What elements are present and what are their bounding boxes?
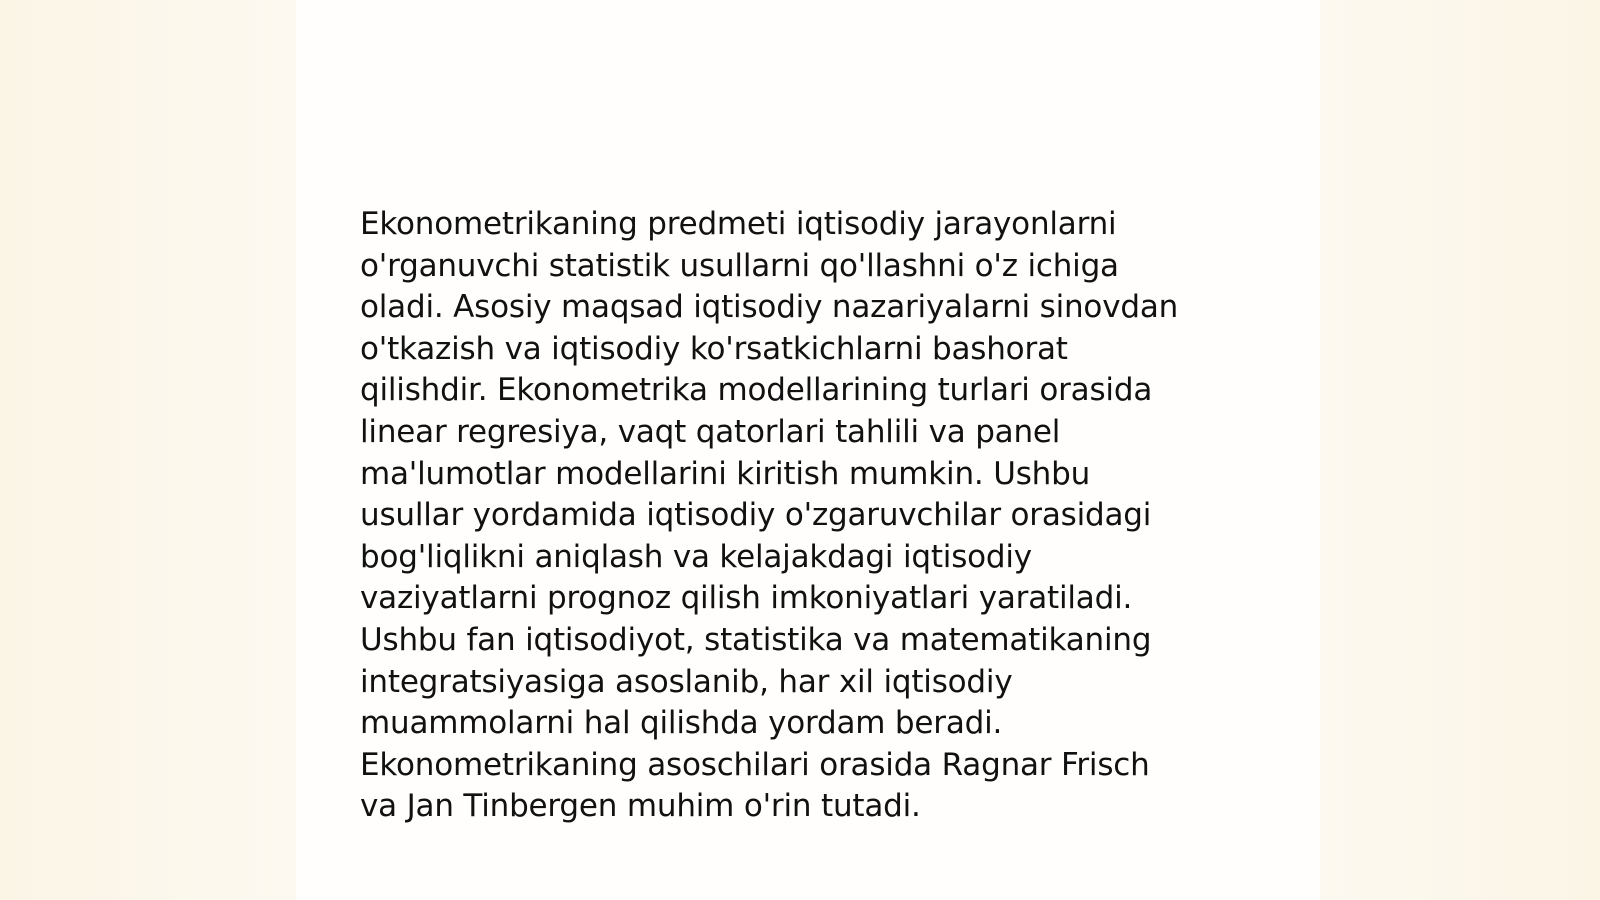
text-line: va Jan Tinbergen muhim o'rin tutadi. xyxy=(360,788,921,825)
text-line: qilishdir. Ekonometrika modellarining turlari orasida xyxy=(360,372,1153,409)
slide xyxy=(296,0,1320,900)
text-line: oladi. Asosiy maqsad iqtisodiy nazariyalarni sinovdan xyxy=(360,289,1179,326)
text-line: Ekonometrikaning asoschilari orasida Ragnar Frisch xyxy=(360,746,1150,783)
text-line: o'tkazish va iqtisodiy ko'rsatkichlarni bashorat xyxy=(360,330,1068,367)
text-line: usullar yordamida iqtisodiy o'zgaruvchilar orasidagi xyxy=(360,497,1152,534)
text-line: Ushbu fan iqtisodiyot, statistika va matematikaning xyxy=(360,621,1152,658)
text-line: bog'liqlikni aniqlash va kelajakdagi iqtisodiy xyxy=(360,538,1032,575)
text-line: Ekonometrikaning predmeti iqtisodiy jarayonlarni xyxy=(360,206,1117,242)
text-line: vaziyatlarni prognoz qilish imkoniyatlari yaratiladi. xyxy=(360,580,1133,617)
slide-body-text xyxy=(360,204,1230,828)
text-line: ma'lumotlar modellarini kiritish mumkin. Ushbu xyxy=(360,455,1091,492)
text-line: muammolarni hal qilishda yordam beradi. xyxy=(360,705,1003,742)
text-line: o'rganuvchi statistik usullarni qo'llashni o'z ichiga xyxy=(360,247,1119,284)
text-line: integratsiyasiga asoslanib, har xil iqtisodiy xyxy=(360,663,1013,700)
text-line: linear regresiya, vaqt qatorlari tahlili va panel xyxy=(360,413,1061,450)
